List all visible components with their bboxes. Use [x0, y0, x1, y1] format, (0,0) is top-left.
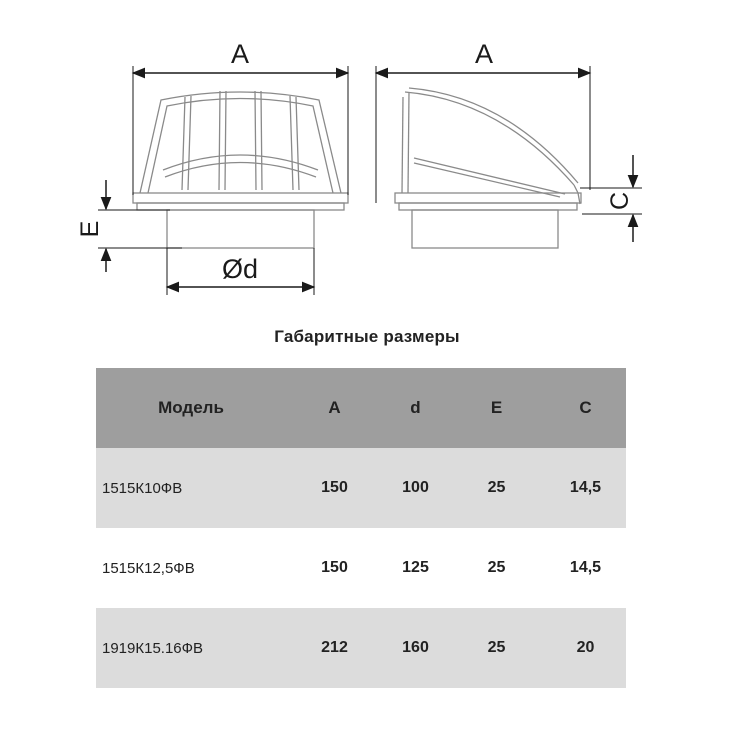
cell-c: 14,5 [569, 559, 602, 576]
side-dim-c-label: C [606, 191, 634, 211]
cell-model: 1919К15.16ФВ [102, 639, 204, 657]
table-header-row [96, 368, 626, 448]
cell-c: 14,5 [569, 479, 602, 496]
cell-c: 20 [576, 639, 595, 656]
front-dim-a-label: A [230, 39, 250, 69]
header-model: Модель [158, 398, 224, 417]
cell-a: 150 [321, 479, 348, 496]
cell-d: 160 [402, 639, 429, 656]
cell-d: 100 [402, 479, 429, 496]
table-row [96, 608, 626, 688]
side-view [376, 39, 642, 248]
table-row [96, 448, 626, 528]
front-dim-e-label: E [76, 220, 104, 238]
cell-d: 125 [402, 559, 429, 576]
front-dim-d-label: Ød [221, 254, 259, 284]
section-title: Габаритные размеры [274, 327, 460, 346]
cell-a: 150 [321, 559, 348, 576]
front-view [76, 39, 348, 295]
header-a: A [328, 398, 341, 417]
table-row [96, 528, 626, 608]
cell-e: 25 [487, 559, 506, 576]
header-d: d [410, 398, 421, 417]
front-view-hood [133, 91, 348, 248]
side-dim-a-label: A [474, 39, 494, 69]
cell-e: 25 [487, 639, 506, 656]
cell-model: 1515К12,5ФВ [102, 559, 195, 577]
header-c: C [579, 398, 592, 417]
technical-drawing [0, 0, 734, 320]
dimensions-table [96, 368, 626, 688]
cell-model: 1515К10ФВ [102, 479, 183, 497]
side-view-hood [395, 88, 581, 248]
cell-a: 212 [321, 639, 348, 656]
cell-e: 25 [487, 479, 506, 496]
header-e: E [490, 398, 503, 417]
